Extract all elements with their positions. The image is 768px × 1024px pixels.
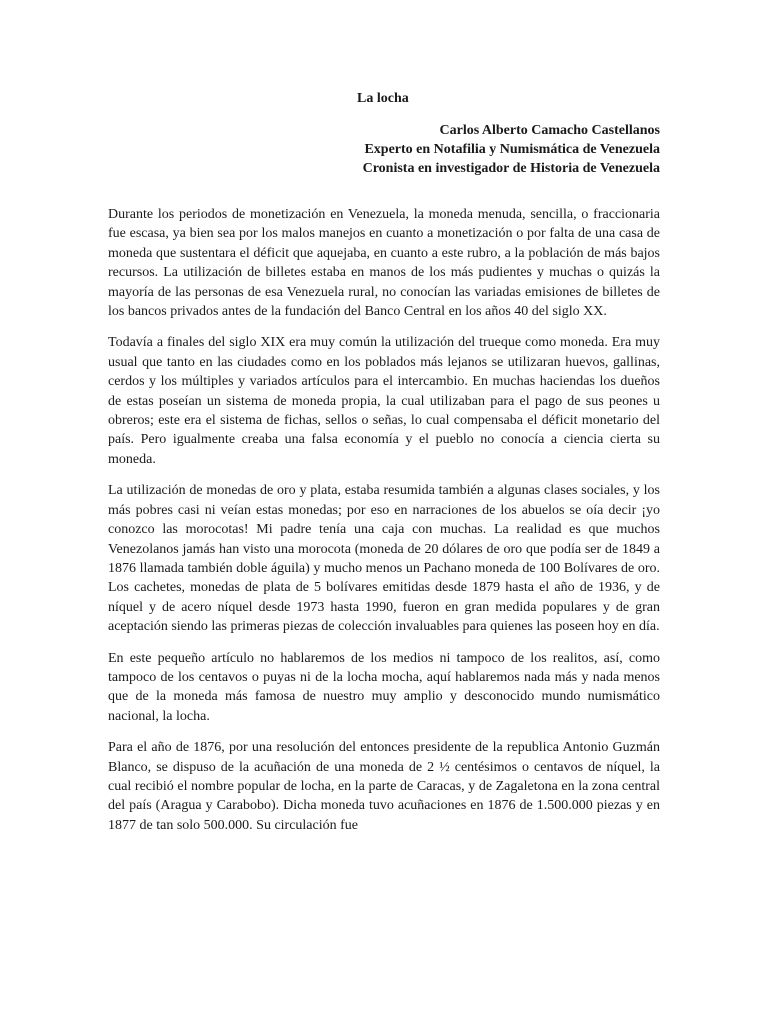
- paragraph-1: Durante los periodos de monetización en Venezuela, la moneda menuda, sencilla, o fraccionaria fue escasa, ya bien sea por los malos manejos en cuanto a monetización o por falta de una casa de moneda que sustentara el déficit que aquejaba, en cuanto a este rubro, a la población de más bajos recursos. La utilización de billetes estaba en manos de los más pudientes y muchas o quizás la mayoría de las personas de esa Venezuela rural, no conocían las variadas emisiones de billetes de los bancos privados antes de la fundación del Banco Central en los años 40 del siglo XX.: [108, 207, 660, 320]
- document-body: [108, 205, 660, 847]
- paragraph-5: Para el año de 1876, por una resolución del entonces presidente de la republica Antonio Guzmán Blanco, se dispuso de la acuñación de una moneda de 2 ½ centésimos o centavos de níquel, la cual recibió el nombre popular de locha, en la parte de Caracas, y de Zagaletona en la zona central del país (Aragua y Carabobo). Dicha moneda tuvo acuñaciones en 1876 de 1.500.000 piezas y en 1877 de tan solo 500.000. Su circulación fue: [108, 740, 660, 833]
- author-name: Carlos Alberto Camacho Castellanos: [439, 123, 660, 138]
- paragraph-3: La utilización de monedas de oro y plata, estaba resumida también a algunas clases sociales, y los más pobres casi ni veían estas monedas; por eso en narraciones de los abuelos se oía decir ¡yo conozco las morocotas! Mi padre tenía una caja con muchas. La realidad es que muchos Venezolanos jamás han visto una morocota (moneda de 20 dólares de oro que podía ser de 1849 a 1876 llamada también doble águila) y mucho menos un Pachano moneda de 100 Bolívares de oro. Los cachetes, monedas de plata de 5 bolívares emitidas desde 1879 hasta el año de 1936, y de níquel y de acero níquel desde 1973 hasta 1990, fueron en gran medida populares y de gran aceptación siendo las primeras piezas de colección invaluables para quienes las poseen hoy en día.: [108, 483, 660, 635]
- author-role-numismatics: Experto en Notafilia y Numismática de Venezuela: [364, 142, 660, 157]
- author-role-chronicler: Cronista en investigador de Historia de Venezuela: [362, 161, 660, 176]
- author-block: [363, 121, 660, 178]
- paragraph-2: Todavía a finales del siglo XIX era muy común la utilización del trueque como moneda. Era muy usual que tanto en las ciudades como en los poblados más lejanos se utilizaran huevos, gallinas, cerdos y los múltiples y variados artículos para el intercambio. En muchas haciendas los dueños de estas poseían un sistema de moneda propia, la cual utilizaban para el pago de sus peones u obreros; este era el sistema de fichas, sellos o señas, lo cual compensaba el déficit monetario del país. Pero igualmente creaba una falsa economía y el pueblo no conocía a ciencia cierta su moneda.: [108, 335, 660, 467]
- document-title: La locha: [357, 91, 409, 106]
- paragraph-4: En este pequeño artículo no hablaremos de los medios ni tampoco de los realitos, así, como tampoco de los centavos o puyas ni de la locha mocha, aquí hablaremos nada más y nada menos que de la moneda más famosa de nuestro muy amplio y desconocido mundo numismático nacional, la locha.: [108, 650, 660, 724]
